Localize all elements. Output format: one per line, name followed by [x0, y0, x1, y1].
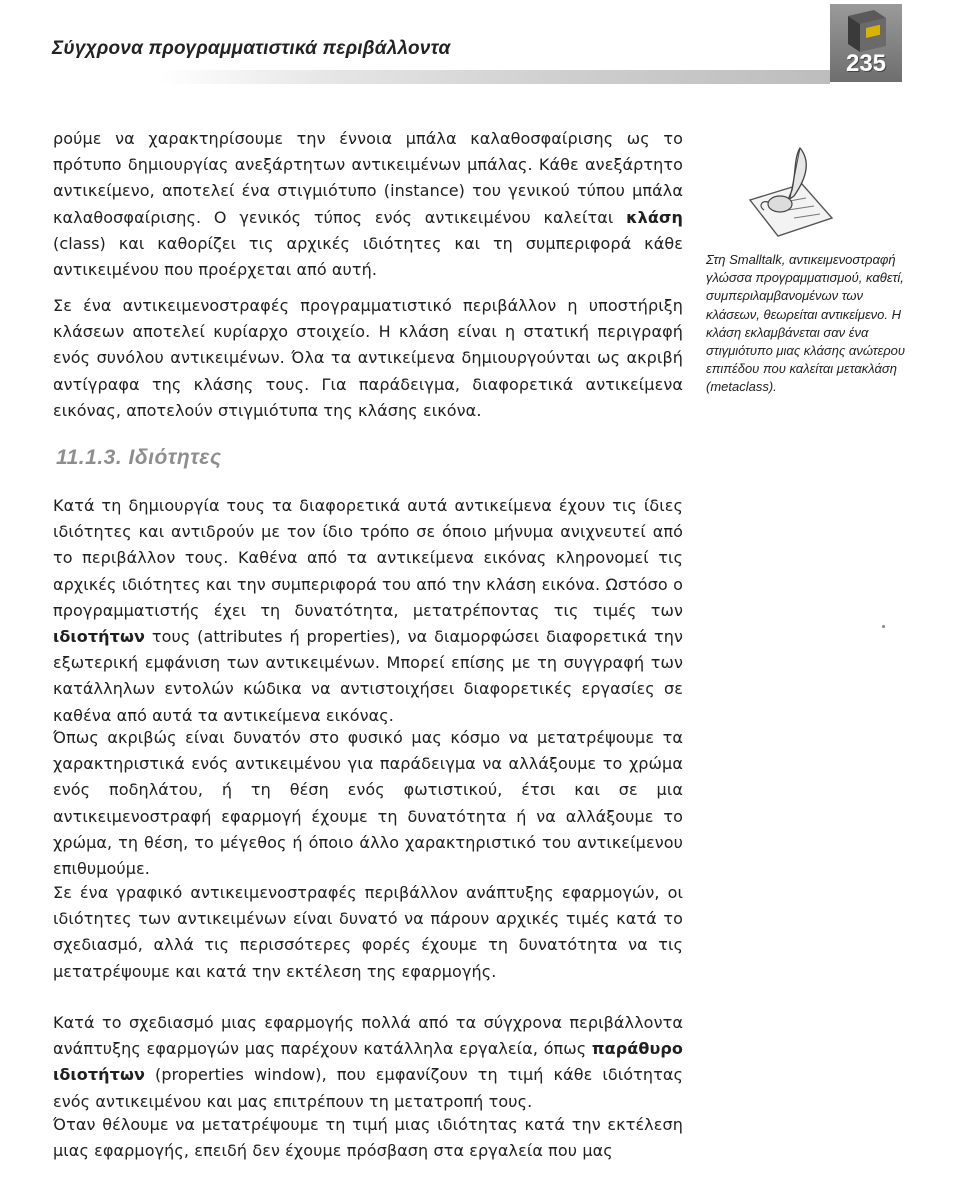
- section-heading: 11.1.3. Ιδιότητες: [56, 446, 222, 469]
- paragraph-7: Όταν θέλουμε να μετατρέψουμε τη τιμή μιας ιδιότητας κατά την εκτέλεση μιας εφαρμογής, επειδή δεν έχουμε πρόσβαση στα εργαλεία που μας: [53, 1115, 683, 1161]
- term-class: κλάση: [626, 207, 683, 227]
- paragraph-3-text-a: Κατά τη δημιουργία τους τα διαφορετικά αυτά αντικείμενα έχουν τις ίδιες ιδιότητες και αντιδρούν με τον ίδιο τρόπο σε όποιο μήνυμα ανιχνευτεί από το περιβάλλον τους. Καθένα από τα αντικείμενα εικόνας κληρονομεί τις αρχικές ιδιότητες και την συμπεριφορά του από την κλάση εικόνα. Ωστόσο ο προγραμματιστής έχει τη δυνατότητα, μετατρέποντας τις τιμές των: [53, 496, 683, 620]
- paragraph-2: Σε ένα αντικειμενοστραφές προγραμματιστικό περιβάλλον η υποστήριξη κλάσεων αποτελεί κυρίαρχο στοιχείο. Η κλάση είναι η στατική περιγραφή ενός συνόλου αντικειμένων. Όλα τα αντικείμενα δημιουργούνται ως ακριβή αντίγραφα της κλάσης τους. Για παράδειγμα, διαφορετικά αντικείμενα εικόνας, αποτελούν στιγμιότυπα της κλάσης εικόνα.: [53, 296, 683, 420]
- paragraph-6: [53, 1010, 683, 1115]
- paragraph-6-text-a: Κατά το σχεδιασμό μιας εφαρμογής πολλά από τα σύγχρονα περιβάλλοντα ανάπτυξης εφαρμογών μας παρέχουν κατάλληλα εργαλεία, όπως: [53, 1013, 683, 1059]
- term-properties-window: παράθυρο ιδιοτήτων: [53, 1039, 683, 1085]
- paragraph-5: Σε ένα γραφικό αντικειμενοστραφές περιβάλλον ανάπτυξης εφαρμογών, οι ιδιότητες των αντικειμένων είναι δυνατό να πάρουν αρχικές τιμές κατά το σχεδιασμό, αλλά τις περισσότερες φορές έχουμε τη δυνατότητα να τις μετατρέψουμε και κατά την εκτέλεση της εφαρμογής.: [53, 883, 683, 981]
- paragraph-1: [53, 126, 683, 283]
- page-number-tab: [830, 4, 902, 82]
- paragraph-4: Όπως ακριβώς είναι δυνατόν στο φυσικό μας κόσμο να μετατρέψουμε τα χαρακτηριστικά ενός αντικειμένου για παράδειγμα να αλλάξουμε το χρώμα ενός ποδηλάτου, ή τη θέση ενός φωτιστικού, έτσι και σε μια αντικειμενοστραφή εφαρμογή έχουμε τη δυνατότητα ή να αλλάξουμε το χρώμα, τη θέση, το μέγεθος ή όποιο άλλο χαρακτηριστικό του αντικείμενου επιθυμούμε.: [53, 728, 683, 879]
- paragraph-6-text-b: (properties window), που εμφανίζουν τη τιμή κάθε ιδιότητας ενός αντικειμένου και μας επιτρέπουν τη μετατροπή τους.: [53, 1065, 683, 1111]
- margin-note: Στη Smalltalk, αντικειμενοστραφή γλώσσα προγραμματισμού, καθετί, συμπεριλαμβανομένων των κλάσεων, θεωρείται αντικείμενο. Η κλάση εκλαμβάνεται σαν ένα στιγμιότυπο μιας κλάσης ανώτερου επιπέδου που καλείται μετακλάση (metaclass).: [706, 252, 906, 395]
- paragraph-1-text-b: (class) και καθορίζει τις αρχικές ιδιότητες και τη συμπεριφορά κάθε αντικειμένου που προέρχεται από αυτή.: [53, 233, 683, 280]
- paragraph-3: [53, 493, 683, 729]
- print-speck: [882, 625, 885, 628]
- paragraph-3-text-b: τους (attributes ή properties), να διαμορφώσει διαφορετικά την εξωτερική εμφάνιση των αντικειμένων. Μπορεί επίσης με τη συγγραφή των κατάλληλων εντολών κώδικα να αντιστοιχήσει διαφορετικές εργασίες σε καθένα από αυτά τα αντικείμενα εικόνας.: [53, 627, 683, 725]
- header-rule: [160, 70, 830, 84]
- page-number: 235: [845, 50, 887, 77]
- running-header-title: Σύγχρονα προγραμματιστικά περιβάλλοντα: [52, 38, 451, 59]
- quill-writing-icon: [744, 140, 839, 240]
- term-properties: ιδιοτήτων: [53, 627, 145, 647]
- paragraph-1-text-a: ρούμε να χαρακτηρίσουμε την έννοια μπάλα καλαθοσφαίρισης ως το πρότυπο δημιουργίας ανεξάρτητων αντικειμένων μπάλας. Κάθε ανεξάρτητο αντικείμενο, αποτελεί ένα στιγμιότυπο (instance) του γενικού τύπου μπάλα καλαθοσφαίρισης. Ο γενικός τύπος ενός αντικειμένου καλείται: [53, 129, 683, 227]
